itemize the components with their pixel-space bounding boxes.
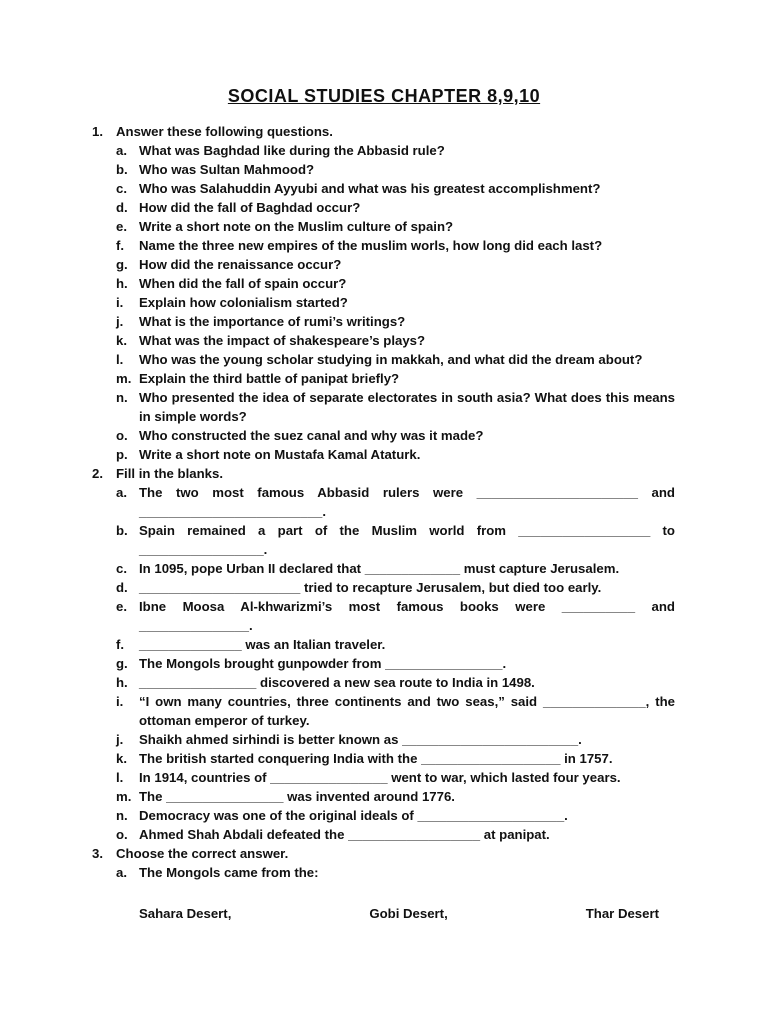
question-text: The Mongols came from the: <box>139 865 319 880</box>
question-item <box>116 749 675 768</box>
question-letter: m. <box>116 371 132 386</box>
question-text: The british started conquering India with the ___________________ in 1757. <box>139 751 613 766</box>
question-text: Who presented the idea of separate electorates in south asia? What does this means in simple words? <box>139 390 675 424</box>
answer-option[interactable]: Thar Desert <box>585 906 659 921</box>
question-item <box>116 217 675 236</box>
question-item <box>116 768 675 787</box>
question-text: Who was Sultan Mahmood? <box>139 162 315 177</box>
question-letter: k. <box>116 333 127 348</box>
question-letter: m. <box>116 789 132 804</box>
question-text: Shaikh ahmed sirhindi is better known as ________________________. <box>139 732 582 747</box>
question-letter: i. <box>116 694 124 709</box>
question-letter: l. <box>116 770 124 785</box>
question-item <box>116 331 675 350</box>
question-text: When did the fall of spain occur? <box>139 276 347 291</box>
section-heading: Fill in the blanks. <box>116 466 223 481</box>
question-letter: f. <box>116 238 125 253</box>
question-item <box>116 369 675 388</box>
question-text: Write a short note on the Muslim culture of spain? <box>139 219 454 234</box>
question-item <box>116 160 675 179</box>
section-heading: Answer these following questions. <box>116 124 333 139</box>
question-letter: n. <box>116 390 128 405</box>
question-letter: l. <box>116 352 124 367</box>
question-letter: a. <box>116 865 127 880</box>
question-item <box>116 787 675 806</box>
section-1 <box>92 122 675 464</box>
section-heading: Choose the correct answer. <box>116 846 289 861</box>
question-letter: g. <box>116 257 128 272</box>
question-item <box>116 255 675 274</box>
question-item <box>116 274 675 293</box>
worksheet-content <box>92 122 675 923</box>
question-text: ________________ discovered a new sea route to India in 1498. <box>139 675 535 690</box>
question-item <box>116 825 675 844</box>
question-item <box>116 673 675 692</box>
section-number: 2. <box>92 466 103 481</box>
answer-option[interactable]: Gobi Desert, <box>369 906 448 921</box>
question-list <box>116 141 675 464</box>
question-list <box>116 483 675 844</box>
question-item <box>116 559 675 578</box>
question-letter: e. <box>116 599 127 614</box>
question-item <box>116 597 675 635</box>
question-text: What was Baghdad like during the Abbasid rule? <box>139 143 445 158</box>
question-letter: h. <box>116 276 128 291</box>
question-text: Who was the young scholar studying in makkah, and what did the dream about? <box>139 352 643 367</box>
question-letter: k. <box>116 751 127 766</box>
question-text: Who constructed the suez canal and why was it made? <box>139 428 484 443</box>
question-letter: a. <box>116 485 127 500</box>
question-item <box>116 806 675 825</box>
question-text: What was the impact of shakespeare’s plays? <box>139 333 426 348</box>
question-text: ______________ was an Italian traveler. <box>139 637 386 652</box>
question-item <box>116 293 675 312</box>
question-letter: o. <box>116 428 128 443</box>
question-item <box>116 692 675 730</box>
question-text: ______________________ tried to recapture Jerusalem, but died too early. <box>139 580 602 595</box>
question-letter: f. <box>116 637 125 652</box>
question-text: What is the importance of rumi’s writings? <box>139 314 406 329</box>
question-letter: i. <box>116 295 124 310</box>
question-item <box>116 730 675 749</box>
question-letter: g. <box>116 656 128 671</box>
question-letter: j. <box>116 314 124 329</box>
question-text: “I own many countries, three continents and two seas,” said ______________, the ottoman emperor of turkey. <box>139 694 675 728</box>
question-letter: d. <box>116 200 128 215</box>
question-letter: h. <box>116 675 128 690</box>
answer-options <box>116 904 659 923</box>
page-title: SOCIAL STUDIES CHAPTER 8,9,10 <box>227 86 541 106</box>
question-item <box>116 312 675 331</box>
question-text: Name the three new empires of the muslim worls, how long did each last? <box>139 238 603 253</box>
question-item <box>116 198 675 217</box>
section-3 <box>92 844 675 923</box>
answer-option[interactable]: Sahara Desert, <box>139 906 232 921</box>
question-text: In 1914, countries of ________________ went to war, which lasted four years. <box>139 770 621 785</box>
section-number: 1. <box>92 124 103 139</box>
question-item <box>116 179 675 198</box>
question-text: How did the fall of Baghdad occur? <box>139 200 361 215</box>
question-text: Democracy was one of the original ideals of ____________________. <box>139 808 568 823</box>
question-text: How did the renaissance occur? <box>139 257 342 272</box>
question-item <box>116 236 675 255</box>
question-letter: d. <box>116 580 128 595</box>
question-item <box>116 863 675 882</box>
question-item <box>116 426 675 445</box>
question-item <box>116 388 675 426</box>
question-text: Write a short note on Mustafa Kamal Ataturk. <box>139 447 421 462</box>
question-letter: j. <box>116 732 124 747</box>
question-item <box>116 483 675 521</box>
question-letter: a. <box>116 143 127 158</box>
question-item <box>116 521 675 559</box>
question-item <box>116 578 675 597</box>
question-text: The ________________ was invented around 1776. <box>139 789 455 804</box>
question-text: The two most famous Abbasid rulers were ______________________ and _________________________. <box>139 485 675 519</box>
question-letter: c. <box>116 561 127 576</box>
question-text: Explain how colonialism started? <box>139 295 348 310</box>
question-letter: e. <box>116 219 127 234</box>
question-text: The Mongols brought gunpowder from ________________. <box>139 656 507 671</box>
question-text: In 1095, pope Urban II declared that _____________ must capture Jerusalem. <box>139 561 620 576</box>
question-item <box>116 350 675 369</box>
question-letter: p. <box>116 447 128 462</box>
section-number: 3. <box>92 846 103 861</box>
question-letter: n. <box>116 808 128 823</box>
question-item <box>116 635 675 654</box>
question-letter: o. <box>116 827 128 842</box>
question-item <box>116 141 675 160</box>
question-item <box>116 445 675 464</box>
question-text: Spain remained a part of the Muslim world from __________________ to _________________. <box>139 523 675 557</box>
section-2 <box>92 464 675 844</box>
question-text: Ahmed Shah Abdali defeated the __________________ at panipat. <box>139 827 550 842</box>
question-text: Who was Salahuddin Ayyubi and what was his greatest accomplishment? <box>139 181 601 196</box>
question-letter: c. <box>116 181 127 196</box>
question-letter: b. <box>116 523 128 538</box>
question-list <box>116 863 675 882</box>
question-text: Ibne Moosa Al-khwarizmi’s most famous books were __________ and _______________. <box>139 599 675 633</box>
question-text: Explain the third battle of panipat briefly? <box>139 371 400 386</box>
question-letter: b. <box>116 162 128 177</box>
question-item <box>116 654 675 673</box>
